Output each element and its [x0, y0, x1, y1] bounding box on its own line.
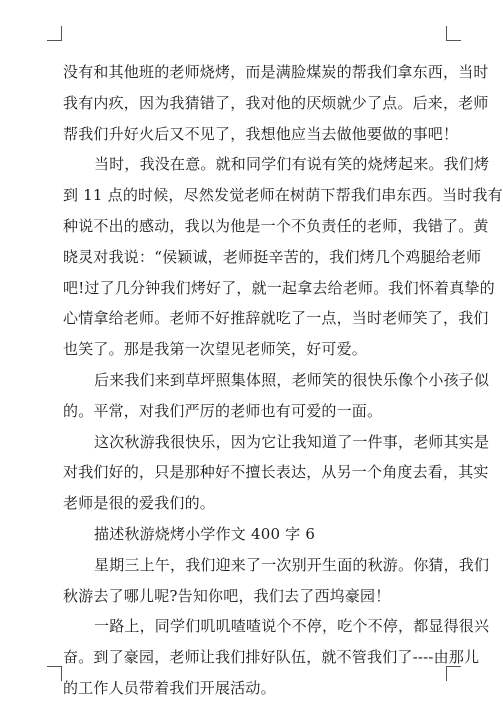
text-line: 秋游去了哪儿呢?告知你吧，我们去了西坞豪园！	[63, 586, 391, 605]
text-line: 奋。到了豪园，老师让我们排好队伍，就不管我们了----由那儿	[63, 648, 480, 667]
text-line: 的。平常，对我们严厉的老师也有可爱的一面。	[63, 401, 383, 420]
crop-mark-top-right	[446, 26, 461, 41]
text-line: 晓灵对我说：“侯颖诚，老师挺辛苦的，我们烤几个鸡腿给老师	[63, 247, 482, 266]
text-line: 星期三上午，我们迎来了一次别开生面的秋游。你猜，我们	[94, 555, 490, 574]
text-line: 心情拿给老师。老师不好推辞就吃了一点，当时老师笑了，我们	[63, 309, 489, 328]
crop-mark-bottom-left	[47, 666, 62, 681]
text-line: 当时，我没在意。就和同学们有说有笑的烧烤起来。我们烤	[94, 155, 490, 174]
text-line: 这次秋游我很快乐，因为它让我知道了一件事，老师其实是	[94, 432, 490, 451]
text-line: 我有内疚，因为我猜错了，我对他的厌烦就少了点。后来，老师	[63, 93, 489, 112]
text-line: 种说不出的感动，我以为他是一个不负责任的老师，我错了。黄	[63, 216, 489, 235]
text-line: 对我们好的，只是那种好不擅长表达，从另一个角度去看，其实	[63, 463, 489, 482]
text-line: 一路上，同学们叽叽喳喳说个不停，吃个不停，都显得很兴	[94, 617, 490, 636]
text-line: 的工作人员带着我们开展活动。	[63, 678, 276, 697]
text-line: 老师是很的爱我们的。	[63, 494, 216, 513]
text-line: 也笑了。那是我第一次望见老师笑，好可爱。	[63, 340, 368, 359]
crop-mark-top-left	[47, 26, 62, 41]
document-body	[63, 62, 503, 709]
crop-mark-bottom-right	[446, 666, 461, 681]
text-line: 吧!过了几分钟我们烤好了，就一起拿去给老师。我们怀着真挚的	[63, 278, 495, 297]
text-line: 帮我们升好火后又不见了，我想他应当去做他要做的事吧！	[63, 124, 459, 143]
text-line: 到 11 点的时候，尽然发觉老师在树荫下帮我们串东西。当时我有	[63, 186, 503, 205]
text-line: 后来我们来到草坪照集体照，老师笑的很快乐像个小孩子似	[94, 370, 490, 389]
text-line: 描述秋游烧烤小学作文 400 字 6	[94, 524, 316, 543]
text-line: 没有和其他班的老师烧烤，而是满脸煤炭的帮我们拿东西，当时	[63, 63, 489, 81]
